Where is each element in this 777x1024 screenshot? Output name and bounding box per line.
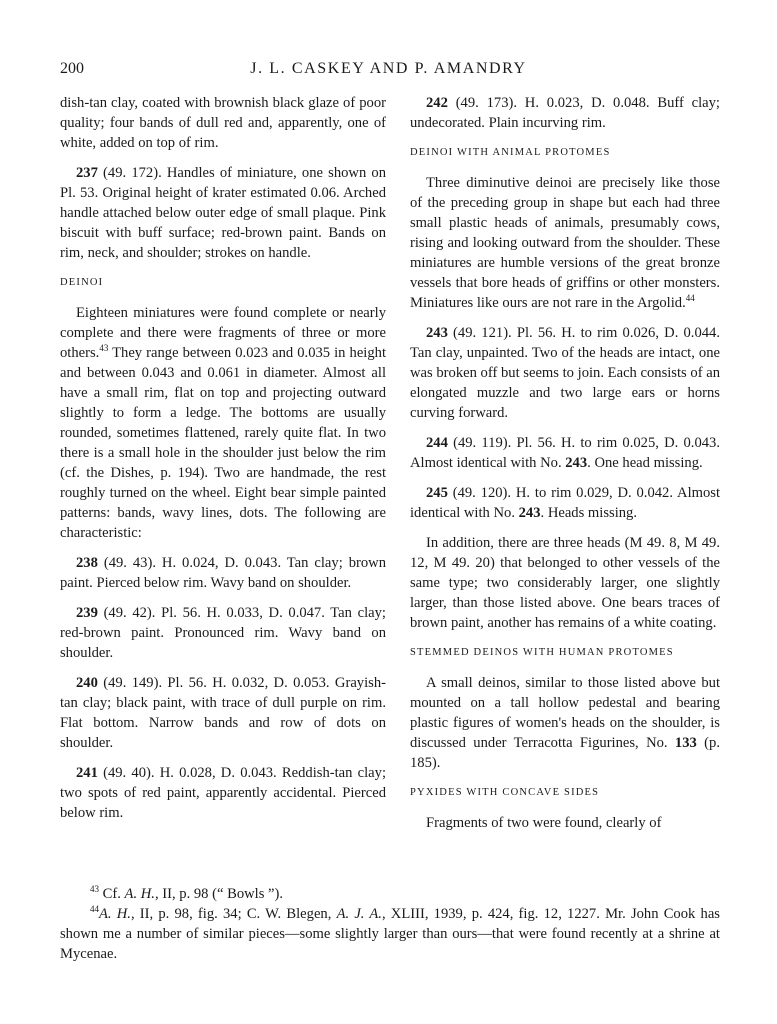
paragraph-intro: dish-tan clay, coated with brownish black glaze of poor quality; four bands of dull red and, apparently, one of white, added on top of rim. <box>60 95 386 151</box>
entry-number: 238 <box>76 555 98 571</box>
entry-number: 243 <box>426 325 448 341</box>
paragraph-pyxides: Fragments of two were found, clearly of <box>426 815 662 831</box>
left-column <box>60 93 386 833</box>
running-head: J. L. CASKEY AND P. AMANDRY <box>250 60 527 77</box>
entry-number: 239 <box>76 605 98 621</box>
right-column <box>410 93 720 843</box>
page-header <box>60 60 717 82</box>
paragraph-extra-heads: In addition, there are three heads (M 49. 8, M 49. 12, M 49. 20) that belonged to other vessels of the same type; two considerably larger, one slightly larger, than those listed above. One bears traces of brown paint, another has remains of a white coating. <box>410 535 720 631</box>
footnotes <box>60 884 720 964</box>
section-heading-deinoi: DEINOI <box>60 277 104 288</box>
entry-number: 237 <box>76 165 98 181</box>
page-number: 200 <box>60 60 84 77</box>
entry-243: 243 (49. 121). Pl. 56. H. to rim 0.026, D. 0.044. Tan clay, unpainted. Two of the heads are intact, one was broken off but seems to join. Each consists of an elongated muzzle and two large ears or horns curving forward. <box>410 325 720 421</box>
entry-number: 242 <box>426 95 448 111</box>
cross-reference: 243 <box>518 505 541 521</box>
section-heading-animal-protomes: DEINOI WITH ANIMAL PROTOMES <box>410 147 611 158</box>
section-heading-stemmed-deinos: STEMMED DEINOS WITH HUMAN PROTOMES <box>410 647 674 658</box>
entry-239: 239 (49. 42). Pl. 56. H. 0.033, D. 0.047. Tan clay; red-brown paint. Pronounced rim. Wavy band on shoulder. <box>60 605 386 661</box>
entry-number: 241 <box>76 765 98 781</box>
footnote-ref-43: 43 <box>99 343 109 354</box>
paragraph-animal-protomes: Three diminutive deinoi are precisely like those of the preceding group in shape but each had three small plastic heads of animals, presumably cows, rising and looking outward from the shoulder. These miniatures are humble versions of the great bronze vessels that bore heads of griffins or other monsters. Miniatures like ours are not rare in the Argolid.$^{44}$ <box>410 175 720 311</box>
paragraph-stemmed-deinos: A small deinos, similar to those listed above but mounted on a tall hollow pedestal and bearing plastic figures of women's heads on the shoulder, is discussed under Terracotta Figurines, No. 133 (p. 185). <box>410 675 720 771</box>
paragraph-deinoi: Eighteen miniatures were found complete or nearly complete and there were fragments of three or more others.$^{43}$ They range between 0.023 and 0.035 in height and between 0.043 and 0.061 in diameter. Almost all have a small rim, flat on top and projecting outward slightly to form a ledge. The bottoms are usually rounded, sometimes flattened, rarely quite flat. In two there is a small hole in the shoulder just below the rim (cf. the Dishes, p. 194). Two are handmade, the rest roughly turned on the wheel. Eight bear simple painted patterns: bands, wavy lines, dots. The following are characteristic: <box>60 305 386 541</box>
footnote-44: $^{44}$A. H., II, p. 98, fig. 34; C. W. Blegen, A. J. A., XLIII, 1939, p. 424, fig. 12, 1227. Mr. John Cook has shown me a number of similar pieces—some slightly larger than ours—that were found recently at a shrine at Mycenae. <box>60 904 720 962</box>
entry-245: 245 (49. 120). H. to rim 0.029, D. 0.042. Almost identical with No. 243. Heads missing. <box>410 485 720 521</box>
entry-238: 238 (49. 43). H. 0.024, D. 0.043. Tan clay; brown paint. Pierced below rim. Wavy band on shoulder. <box>60 555 386 591</box>
entry-240: 240 (49. 149). Pl. 56. H. 0.032, D. 0.053. Grayish-tan clay; black paint, with trace of dull purple on rim. Flat bottom. Narrow bands and row of dots on shoulder. <box>60 675 386 751</box>
cross-reference: 133 <box>674 735 697 751</box>
entry-244: 244 (49. 119). Pl. 56. H. to rim 0.025, D. 0.043. Almost identical with No. 243. One head missing. <box>410 435 720 471</box>
entry-number: 245 <box>426 485 448 501</box>
cross-reference: 243 <box>565 455 588 471</box>
entry-number: 244 <box>426 435 448 451</box>
footnote-ref-44: 44 <box>685 293 695 304</box>
entry-number: 240 <box>76 675 98 691</box>
entry-237: 237 (49. 172). Handles of miniature, one shown on Pl. 53. Original height of krater estimated 0.06. Arched handle attached below outer edge of small plaque. Pink biscuit with buff surface; red-brown paint. Bands on rim, neck, and shoulder; strokes on handle. <box>60 165 386 261</box>
section-heading-pyxides: PYXIDES WITH CONCAVE SIDES <box>410 787 600 798</box>
entry-241: 241 (49. 40). H. 0.028, D. 0.043. Reddish-tan clay; two spots of red paint, apparently accidental. Pierced below rim. <box>60 765 386 821</box>
entry-242: 242 (49. 173). H. 0.023, D. 0.048. Buff clay; undecorated. Plain incurving rim. <box>410 95 720 131</box>
footnote-43: $^{43}$ Cf. A. H., II, p. 98 (“ Bowls ”). <box>90 884 284 902</box>
